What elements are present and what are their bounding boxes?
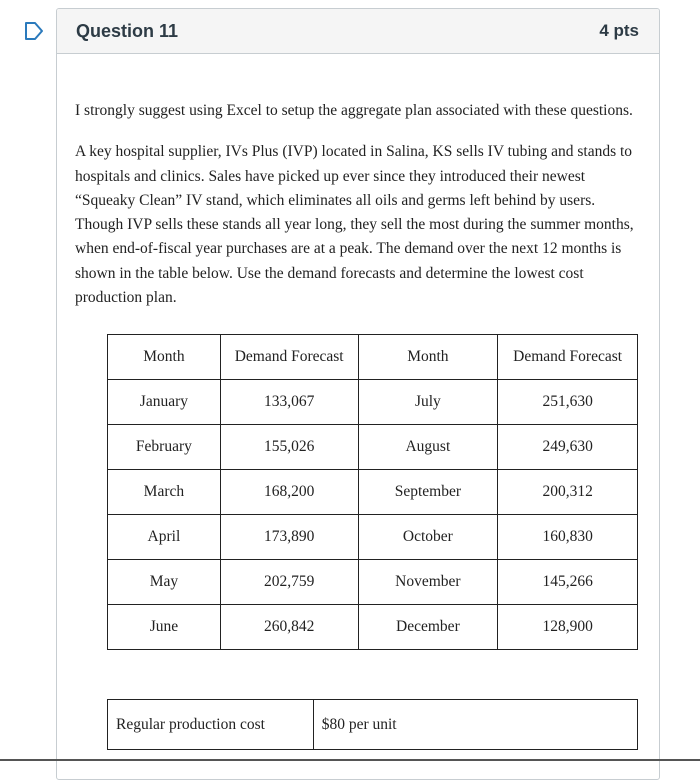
header-cell: Demand Forecast (498, 335, 638, 380)
demand-cell: 200,312 (498, 470, 638, 515)
month-cell: October (358, 515, 498, 560)
header-cell: Demand Forecast (220, 335, 358, 380)
demand-forecast-table (107, 334, 638, 650)
demand-cell: 260,842 (220, 605, 358, 650)
month-cell: June (108, 605, 221, 650)
question-body (57, 54, 659, 310)
table-header-row (108, 335, 638, 380)
question-points: 4 pts (599, 21, 639, 40)
cost-table (107, 699, 638, 750)
month-cell: September (358, 470, 498, 515)
demand-cell: 251,630 (498, 380, 638, 425)
month-cell: May (108, 560, 221, 605)
table-row (108, 515, 638, 560)
question-card (56, 8, 660, 780)
question-paragraph-intro: I strongly suggest using Excel to setup the aggregate plan associated with these questions. (75, 102, 633, 119)
header-cell: Month (358, 335, 498, 380)
demand-cell: 173,890 (220, 515, 358, 560)
cost-label-cell: Regular production cost (108, 700, 314, 750)
header-cell: Month (108, 335, 221, 380)
flag-question-icon[interactable] (24, 21, 44, 41)
month-cell: February (108, 425, 221, 470)
table-row (108, 470, 638, 515)
month-cell: March (108, 470, 221, 515)
table-row (108, 605, 638, 650)
month-cell: April (108, 515, 221, 560)
cost-value-cell: $80 per unit (313, 700, 637, 750)
table-row (108, 380, 638, 425)
demand-cell: 133,067 (220, 380, 358, 425)
month-cell: November (358, 560, 498, 605)
demand-cell: 202,759 (220, 560, 358, 605)
demand-cell: 160,830 (498, 515, 638, 560)
month-cell: January (108, 380, 221, 425)
month-cell: December (358, 605, 498, 650)
table-row (108, 560, 638, 605)
question-header (57, 9, 659, 54)
demand-cell: 155,026 (220, 425, 358, 470)
demand-cell: 249,630 (498, 425, 638, 470)
demand-cell: 168,200 (220, 470, 358, 515)
question-title: Question 11 (76, 20, 179, 41)
month-cell: August (358, 425, 498, 470)
table-row (108, 700, 638, 750)
demand-cell: 128,900 (498, 605, 638, 650)
question-paragraph-scenario: A key hospital supplier, IVs Plus (IVP) located in Salina, KS sells IV tubing and stands to hospitals and clinics. Sales have picked up ever since they introduced their newest “Squeaky Clean” IV stand, which eliminates all oils and germs left behind by users. Though IVP sells these stands all year long, they sell the most during the summer months, when end-of-fiscal year purchases are at a peak. The demand over the next 12 months is shown in the table below. Use the demand forecasts and determine the lowest cost production plan. (75, 143, 634, 307)
demand-cell: 145,266 (498, 560, 638, 605)
month-cell: July (358, 380, 498, 425)
table-row (108, 425, 638, 470)
